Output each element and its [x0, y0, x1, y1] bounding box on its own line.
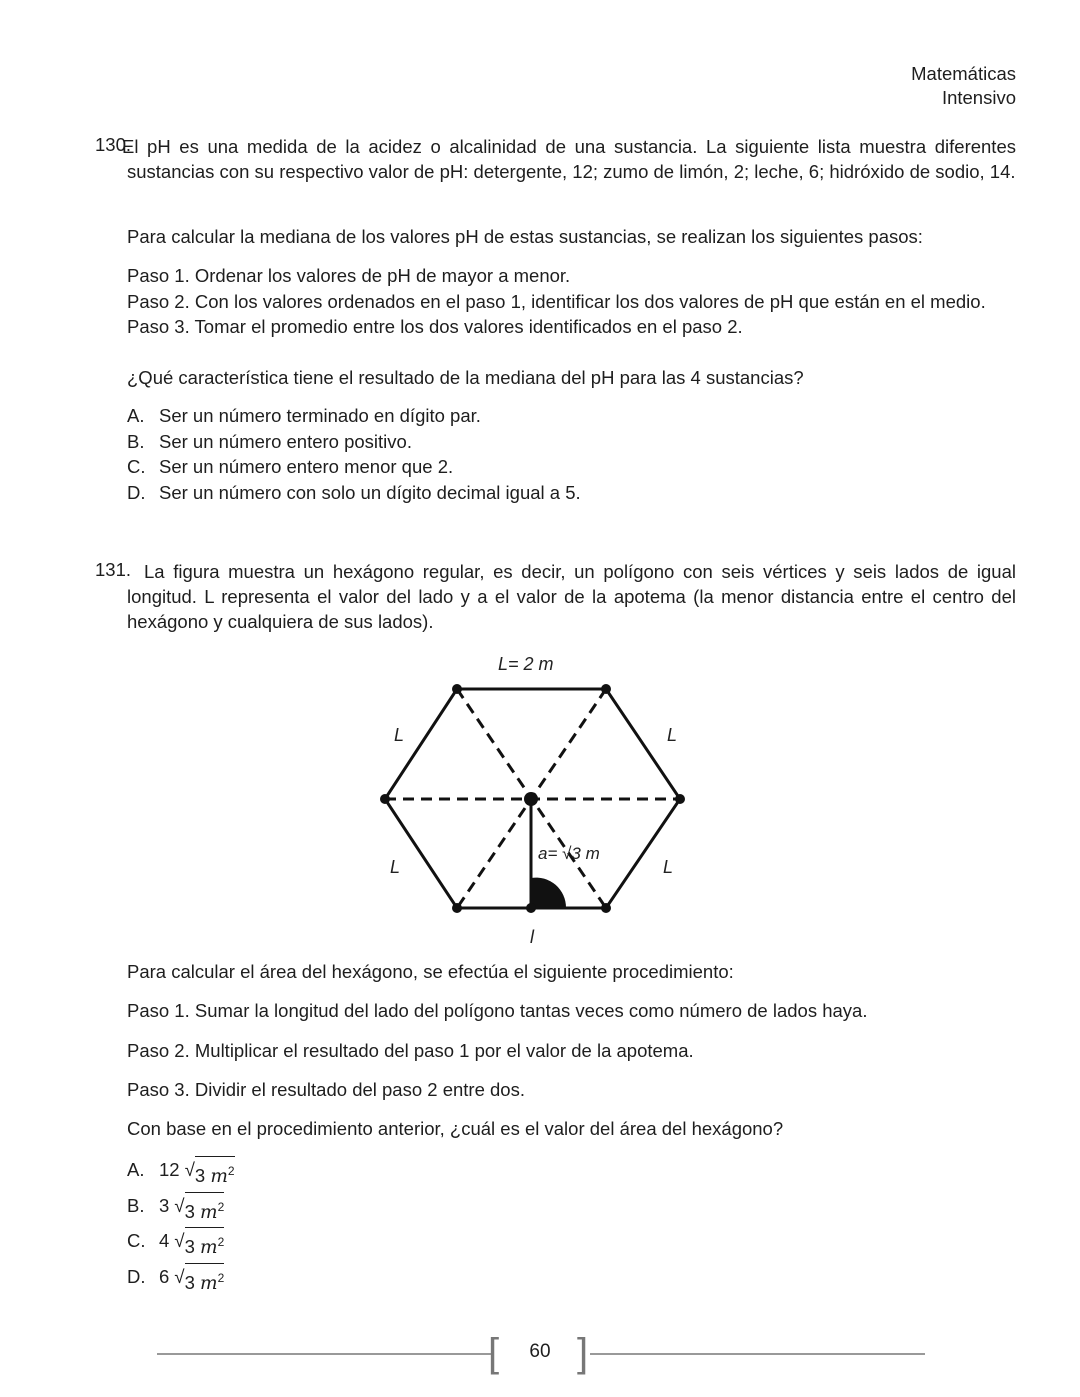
question-lead: Para calcular el área del hexágono, se efectúa el siguiente procedimiento: [127, 961, 734, 982]
option-text: Ser un número con solo un dígito decimal igual a 5. [159, 481, 581, 503]
question-text: Con base en el procedimiento anterior, ¿cuál es el valor del área del hexágono? [127, 1118, 784, 1139]
option-coefficient: 4 [159, 1230, 170, 1252]
radicand: 3 [184, 1272, 195, 1294]
option-a[interactable]: A. 12 √ 3 $m^2$ [127, 1156, 235, 1192]
option-b[interactable]: B. 3 √ 3 $m^2$ [127, 1192, 235, 1228]
exponent: 2 [217, 1235, 225, 1250]
question-intro-text: La figura muestra un hexágono regular, es decir, un polígono con seis vértices y seis lados de igual longitud. L representa el valor del lado y a el valor de la apotema (la menor distancia entre el centro del hexágono y cualquiera de sus lados). [127, 561, 1016, 632]
exponent: 2 [217, 1270, 225, 1285]
question-number: 130. [95, 134, 132, 155]
question-lead: Para calcular la mediana de los valores pH de estas sustancias, se realizan los siguientes pasos: [127, 226, 923, 247]
question-number: 131. [95, 559, 132, 580]
step: Paso 3. Tomar el promedio entre los dos valores identificados en el paso 2. [127, 316, 743, 337]
bottom-label: l [530, 927, 534, 947]
option-coefficient: 6 [159, 1265, 170, 1287]
step-list [127, 263, 986, 340]
option-a[interactable] [127, 403, 581, 429]
side-label: L [667, 725, 678, 745]
hexagon-figure [370, 645, 700, 950]
side-label: L [394, 725, 405, 745]
question-intro [127, 559, 1016, 634]
option-d[interactable] [127, 480, 581, 506]
option-c[interactable]: C. 4 √ 3 $m^2$ [127, 1227, 235, 1263]
option-coefficient: 3 [159, 1194, 170, 1216]
radicand: 3 [194, 1165, 206, 1187]
exponent: 2 [217, 1199, 225, 1214]
step: Paso 3. Dividir el resultado del paso 2 entre dos. [127, 1079, 525, 1100]
right-angle-marker [531, 878, 566, 908]
bracket-left-icon: [ [488, 1331, 500, 1375]
page-header [911, 62, 1016, 110]
option-text: Ser un número terminado en dígito par. [159, 405, 481, 426]
unit: m [200, 1201, 218, 1223]
apothem-label: a= √3 m [538, 844, 600, 863]
radicand: 3 [184, 1236, 195, 1258]
footer-rule-left [157, 1353, 492, 1355]
top-side-label: L= 2 m [498, 654, 554, 674]
step: Paso 2. Con los valores ordenados en el paso 1, identificar los dos valores de pH que están en el medio. [127, 290, 986, 312]
question-intro [122, 134, 1016, 184]
bracket-right-icon: ] [577, 1331, 589, 1375]
page-number: 60 [529, 1341, 551, 1362]
question-intro-text: El pH es una medida de la acidez o alcalinidad de una sustancia. La siguiente lista muestra diferentes sustancias con su respectivo valor de pH: detergente, 12; zumo de limón, 2; leche, 6; hidróxido de sodio, 14. [122, 136, 1016, 182]
side-label: L [663, 857, 674, 877]
option-text: Ser un número entero menor que 2. [159, 456, 454, 477]
option-letter: D. [127, 1265, 146, 1287]
options-list [127, 403, 581, 505]
step: Paso 2. Multiplicar el resultado del paso 1 por el valor de la apotema. [127, 1040, 694, 1061]
footer-rule-right [590, 1353, 925, 1355]
option-text: Ser un número entero positivo. [159, 430, 412, 452]
option-letter: B. [127, 1194, 145, 1216]
unit: m [200, 1237, 218, 1259]
option-letter: A. [127, 405, 145, 426]
step: Paso 1. Ordenar los valores de pH de mayor a menor. [127, 265, 571, 286]
unit: m [200, 1273, 218, 1295]
subject-label: Matemáticas [911, 63, 1016, 84]
option-letter: A. [127, 1159, 145, 1180]
options-list [127, 1156, 235, 1299]
option-d[interactable]: D. 6 √ 3 $m^2$ [127, 1263, 235, 1299]
option-c[interactable] [127, 454, 581, 480]
option-letter: D. [127, 481, 146, 503]
option-coefficient: 12 [159, 1159, 180, 1180]
side-label: L [390, 857, 401, 877]
question-text: ¿Qué característica tiene el resultado de la mediana del pH para las 4 sustancias? [127, 367, 804, 388]
exponent: 2 [227, 1164, 235, 1178]
option-b[interactable] [127, 429, 581, 455]
radicand: 3 [184, 1200, 195, 1222]
level-label: Intensivo [941, 87, 1016, 108]
option-letter: B. [127, 430, 145, 452]
unit: m [210, 1166, 228, 1188]
option-letter: C. [127, 456, 146, 477]
option-letter: C. [127, 1230, 146, 1252]
step: Paso 1. Sumar la longitud del lado del polígono tantas veces como número de lados haya. [127, 1000, 868, 1021]
